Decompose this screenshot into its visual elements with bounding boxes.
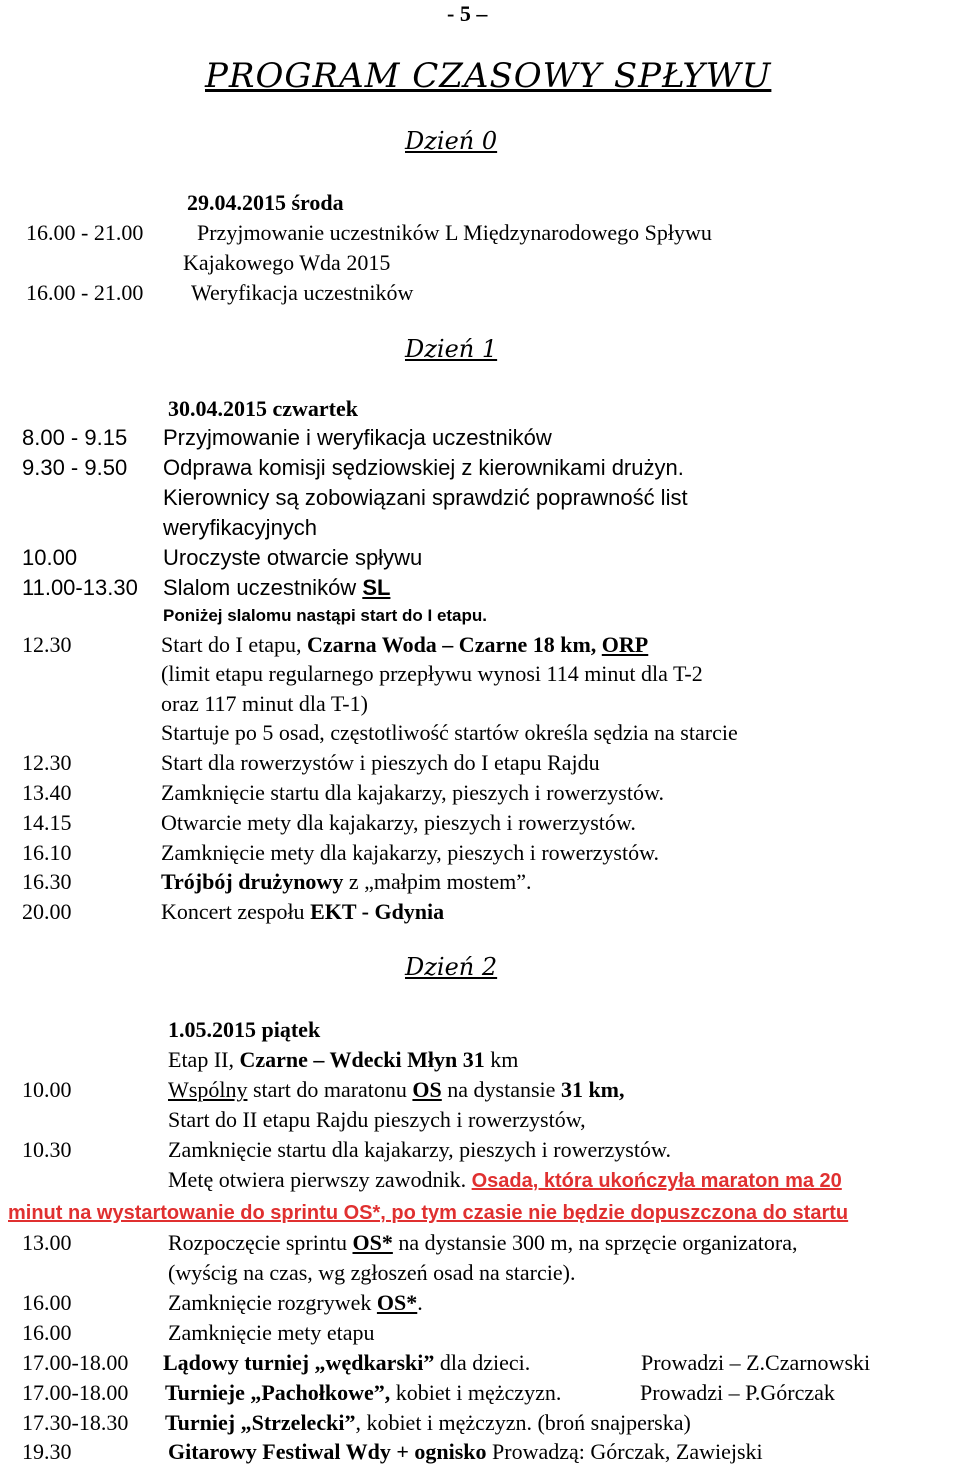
item-text-cont: (wyścig na czas, wg zgłoszeń osad na starcie).	[168, 1260, 576, 1285]
item-text-cont: Kajakowego Wda 2015	[183, 250, 391, 275]
stage-code: ORP	[601, 632, 649, 657]
item-text: Start dla rowerzystów i pieszych do I etapu Rajdu	[161, 750, 600, 775]
item-text: Zamknięcie mety etapu	[168, 1320, 375, 1345]
day2-date: 1.05.2015 piątek	[168, 1017, 321, 1042]
item-text: Zamknięcie startu dla kajakarzy, pieszych i rowerzystów.	[161, 780, 664, 805]
item-text-wrap	[168, 1166, 842, 1195]
item-text: Zamknięcie rozgrywek	[168, 1290, 372, 1315]
item-time: 17.00-18.00	[22, 1380, 129, 1405]
item-text-wrap	[163, 574, 390, 602]
item-text-wrap	[165, 1409, 691, 1437]
distance: 31 km,	[560, 1077, 625, 1102]
item-text: Rozpoczęcie sprintu	[168, 1230, 347, 1255]
page-title: PROGRAM CZASOWY SPŁYWU	[205, 56, 772, 96]
item-time: 10.00	[22, 545, 78, 570]
item-time: 9.30 - 9.50	[22, 455, 128, 480]
red-warning-1: Osada, która ukończyła maraton ma 20	[471, 1170, 842, 1192]
event-name: Turniej „Strzelecki”	[165, 1410, 356, 1435]
stage-label: Etap II,	[168, 1047, 234, 1072]
slalom-note: Poniżej slalomu nastąpi start do I etapu.	[163, 606, 488, 625]
day2-stage	[168, 1046, 518, 1074]
item-text: Przyjmowanie uczestników L Międzynarodowego Spływu	[197, 220, 712, 245]
day0-date: 29.04.2015 środa	[187, 190, 344, 215]
item-text: Weryfikacja uczestników	[191, 280, 414, 305]
item-text-wrap	[165, 1379, 561, 1407]
item-punct: .	[417, 1290, 423, 1315]
item-text-cont: oraz 117 minut dla T-1)	[161, 691, 368, 716]
item-time: 10.00	[22, 1077, 72, 1102]
item-time: 8.00 - 9.15	[22, 425, 128, 450]
item-time: 19.30	[22, 1439, 72, 1464]
item-text: start do maratonu	[252, 1077, 407, 1102]
item-text-wrap	[161, 898, 444, 926]
item-time: 16.00 - 21.00	[26, 220, 144, 245]
item-time: 16.10	[22, 840, 72, 865]
item-text-cont: Kierownicy są zobowiązani sprawdzić poprawność list	[163, 485, 688, 510]
item-text-wrap	[168, 1229, 797, 1257]
item-text-wrap	[168, 1438, 763, 1466]
item-text-wrap	[163, 1349, 530, 1377]
item-text-cont: Startuje po 5 osad, częstotliwość startów określa sędzia na starcie	[161, 720, 738, 745]
item-text-cont: Metę otwiera pierwszy zawodnik.	[168, 1167, 467, 1192]
item-text: z „małpim mostem”.	[348, 869, 532, 894]
item-text-wrap	[161, 868, 532, 896]
item-text: Zamknięcie startu dla kajakarzy, pieszych i rowerzystów.	[168, 1137, 671, 1162]
slalom-code: SL	[362, 575, 391, 600]
event-name: Lądowy turniej „wędkarski”	[163, 1350, 435, 1375]
item-text: Odprawa komisji sędziowskiej z kierownikami drużyn.	[163, 455, 684, 480]
item-text-cont: weryfikacyjnych	[163, 515, 318, 540]
marathon-code: OS	[412, 1077, 442, 1102]
item-time: 13.00	[22, 1230, 72, 1255]
item-time: 14.15	[22, 810, 72, 835]
item-text: kobiet i mężczyzn.	[395, 1380, 562, 1405]
event-lead: Prowadzi – P.Górczak	[640, 1380, 835, 1405]
item-text-2: na dystansie	[447, 1077, 556, 1102]
event-name: Trójbój drużynowy	[161, 869, 344, 894]
item-text-wrap	[168, 1076, 625, 1104]
event-name: Turnieje „Pachołkowe”,	[165, 1380, 391, 1405]
item-text: Otwarcie mety dla kajakarzy, pieszych i rowerzystów.	[161, 810, 636, 835]
item-time: 12.30	[22, 750, 72, 775]
item-emph: Wspólny	[168, 1077, 248, 1102]
sprint-code: OS*	[376, 1290, 418, 1315]
item-text-2: na dystansie 300 m, na sprzęcie organizatora,	[398, 1230, 798, 1255]
item-text: Slalom uczestników	[163, 575, 357, 600]
stage-unit: km	[490, 1047, 519, 1072]
item-text: , kobiet i mężczyzn. (broń snajperska)	[355, 1410, 691, 1435]
item-text-cont: (limit etapu regularnego przepływu wynosi 114 minut dla T-2	[161, 661, 703, 686]
item-text-cont: Start do II etapu Rajdu pieszych i rowerzystów,	[168, 1107, 586, 1132]
stage-route: Czarna Woda – Czarne 18 km,	[307, 632, 597, 657]
item-time: 12.30	[22, 632, 72, 657]
item-time: 16.30	[22, 869, 72, 894]
item-text-wrap	[161, 631, 648, 659]
item-time: 20.00	[22, 899, 72, 924]
item-time: 13.40	[22, 780, 72, 805]
item-text: dla dzieci.	[439, 1350, 531, 1375]
item-text: Start do I etapu,	[161, 632, 302, 657]
item-text: Zamknięcie mety dla kajakarzy, pieszych i rowerzystów.	[161, 840, 660, 865]
stage-route: Czarne – Wdecki Młyn 31	[239, 1047, 485, 1072]
item-text: Prowadzą: Górczak, Zawiejski	[492, 1439, 763, 1464]
item-time: 17.30-18.30	[22, 1410, 129, 1435]
day2-heading: Dzień 2	[405, 953, 498, 981]
red-warning-2: minut na wystartowanie do sprintu OS*, po tym czasie nie będzie dopuszczona do startu	[8, 1202, 849, 1224]
event-lead: Prowadzi – Z.Czarnowski	[641, 1350, 871, 1375]
day1-heading: Dzień 1	[405, 335, 498, 363]
item-text: Koncert zespołu	[161, 899, 305, 924]
item-time: 16.00	[22, 1320, 72, 1345]
item-time: 16.00 - 21.00	[26, 280, 144, 305]
event-name: Gitarowy Festiwal Wdy + ognisko	[168, 1439, 487, 1464]
band-name: EKT - Gdynia	[310, 899, 445, 924]
day0-heading: Dzień 0	[405, 127, 498, 155]
day1-date: 30.04.2015 czwartek	[168, 396, 359, 421]
item-time: 11.00-13.30	[22, 575, 138, 600]
item-time: 16.00	[22, 1290, 72, 1315]
page-number: - 5 –	[447, 1, 488, 26]
item-time: 10.30	[22, 1137, 72, 1162]
item-time: 17.00-18.00	[22, 1350, 129, 1375]
item-text: Uroczyste otwarcie spływu	[163, 545, 423, 570]
item-text: Przyjmowanie i weryfikacja uczestników	[163, 425, 552, 450]
item-text-wrap	[168, 1289, 423, 1317]
sprint-code: OS*	[352, 1230, 393, 1255]
